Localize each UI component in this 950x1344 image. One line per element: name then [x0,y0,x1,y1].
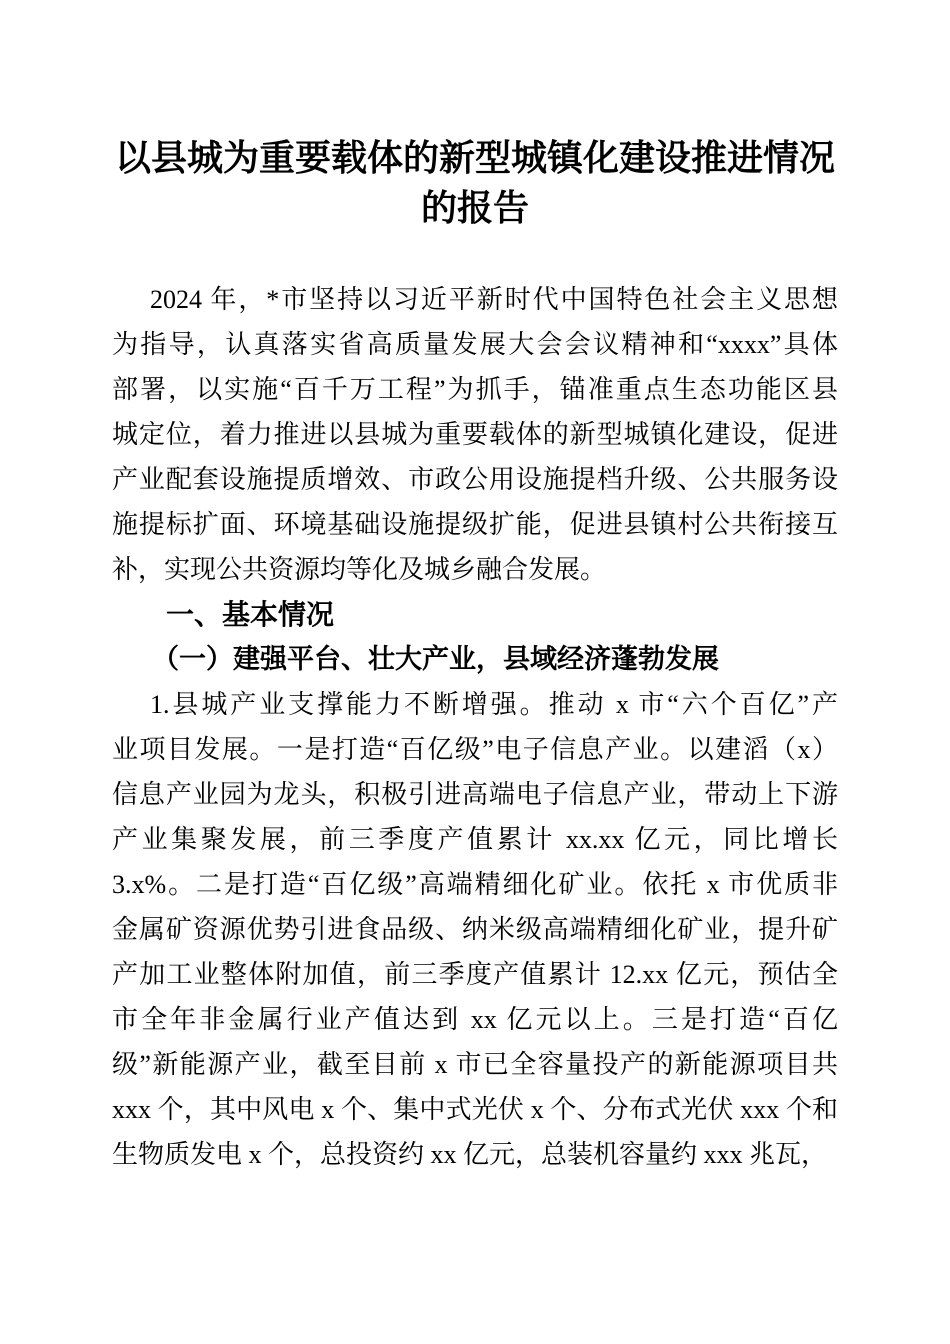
document-body [112,277,838,1177]
paragraph-line: 业项目发展。一是打造“百亿级”电子信息产业。以建滔（x） [112,735,838,764]
paragraph-line: 级”新能源产业，截至目前 x 市已全容量投产的新能源项目共 [112,1050,838,1079]
paragraph-line: 金属矿资源优势引进食品级、纳米级高端精细化矿业，提升矿 [112,915,838,944]
document-title [112,133,838,233]
paragraph-line: 产业配套设施提质增效、市政公用设施提档升级、公共服务设 [112,465,838,494]
paragraph-line: 市全年非金属行业产值达到 xx 亿元以上。三是打造“百亿 [112,1005,838,1034]
document-title-line-1: 以县城为重要载体的新型城镇化建设推进情况 [114,138,835,178]
paragraph-line: 2024 年，*市坚持以习近平新时代中国特色社会主义思想 [150,285,838,314]
paragraph-line: 施提标扩面、环境基础设施提级扩能，促进县镇村公共衔接互 [112,510,838,539]
section-heading: 一、基本情况 [166,599,335,630]
paragraph-line: 信息产业园为龙头，积极引进高端电子信息产业，带动上下游 [112,780,838,809]
subsection-heading: （一）建强平台、壮大产业，县域经济蓬勃发展 [152,644,719,674]
paragraph-line: 产业集聚发展，前三季度产值累计 xx.xx 亿元，同比增长 [112,825,838,854]
paragraph-line: 产加工业整体附加值，前三季度产值累计 12.xx 亿元，预估全 [112,960,838,989]
paragraph-line: 3.x%。二是打造“百亿级”高端精细化矿业。依托 x 市优质非 [112,870,838,899]
paragraph-line: 为指导，认真落实省高质量发展大会会议精神和“xxxx”具体 [112,330,838,359]
paragraph-line: 生物质发电 x 个，总投资约 xx 亿元，总装机容量约 xxx 兆瓦， [112,1140,828,1169]
paragraph-line: 1.县城产业支撑能力不断增强。推动 x 市“六个百亿”产 [150,690,838,719]
paragraph-line: xxx 个，其中风电 x 个、集中式光伏 x 个、分布式光伏 xxx 个和 [112,1095,838,1124]
document-title-line-2: 的报告 [420,188,529,228]
paragraph-line: 部署，以实施“百千万工程”为抓手，锚准重点生态功能区县 [112,375,838,404]
paragraph-line: 补，实现公共资源均等化及城乡融合发展。 [112,555,607,584]
paragraph-line: 城定位，着力推进以县城为重要载体的新型城镇化建设，促进 [112,420,838,449]
